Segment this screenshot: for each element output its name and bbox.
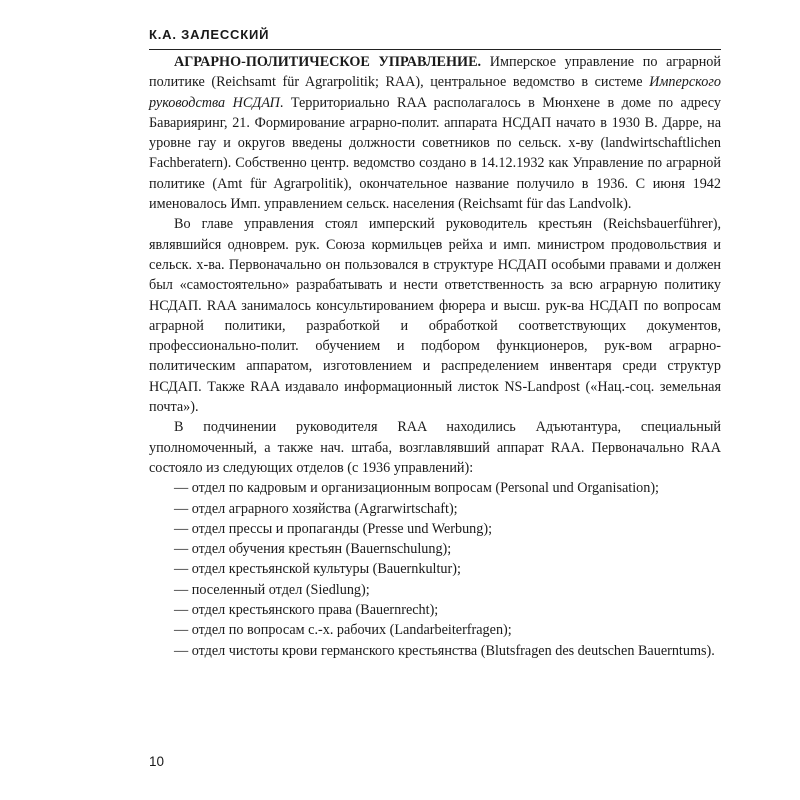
- paragraph-2: Во главе управления стоял имперский руководитель крестьян (Reichsbauerführer), являвшийся одноврем. рук. Союза кормильцев рейха и имп. министром продовольствия и сельск. х-ва. Первоначально он пользовался в структуре НСДАП особыми правами и должен был «самостоятельно» разрабатывать и нести ответственность за всю аграрную политику НСДАП. RAA занималось консультированием фюрера и высш. рук-ва НСДАП по вопросам аграрной политики, разработкой и обработкой соответствующих документов, профессионально-полит. обучением и подбором функционеров, рук-вом аграрно-политическим аппаратом, изготовлением и распределением инвентаря среди структур НСДАП. Также RAA издавало информационный листок NS-Landpost («Нац.-соц. земельная почта»).: [149, 216, 721, 416]
- list-item: — отдел обучения крестьян (Bauernschulung);: [174, 541, 452, 558]
- list-item: — отдел крестьянского права (Bauernrecht);: [174, 602, 439, 619]
- paragraph-3: В подчинении руководителя RAA находились Адъютантура, специальный уполномоченный, а также нач. штаба, возглавлявший аппарат RAA. Первоначально RAA состояло из следующих отделов (с 1936 управлений):: [149, 419, 721, 476]
- list-item: — поселенный отдел (Siedlung);: [174, 581, 370, 598]
- list-item: — отдел чистоты крови германского крестьянства (Blutsfragen des deutschen Bauerntums).: [174, 642, 715, 659]
- list-item: — отдел по вопросам с.-х. рабочих (Landarbeiterfragen);: [174, 622, 512, 639]
- list-item: — отдел крестьянской культуры (Bauernkultur);: [174, 561, 461, 578]
- list-item: — отдел по кадровым и организационным вопросам (Personal und Organisation);: [174, 480, 659, 497]
- paragraph-1-part-a: Имперское управление по аграрной политике (Reichsamt für Agrarpolitik; RAA), центральное ведомство в системе: [149, 54, 721, 91]
- entry-term: АГРАРНО-ПОЛИТИЧЕСКОЕ УПРАВЛЕНИЕ.: [174, 54, 482, 70]
- running-header: [149, 27, 721, 50]
- paragraph-1-part-b: . Территориально RAA располагалось в Мюнхене в доме по адресу Баварияринг, 21. Формирование аграрно-полит. аппарата НСДАП начато в 1930 В. Дарре, на уровне гау и округов введены должности советников по сельск. х-ву (landwirtschaftlichen Fachberatern). Собственно центр. ведомство создано в 14.12.1932 как Управление по аграрной политике (Amt für Agrarpolitik), окончательное название получило в 1936. С июня 1942 именовалось Имп. управлением сельск. населения (Reichsamt für das Landvolk).: [149, 94, 721, 213]
- list-item: — отдел прессы и пропаганды (Presse und Werbung);: [174, 520, 493, 537]
- list-item: — отдел аграрного хозяйства (Agrarwirtschaft);: [174, 500, 458, 517]
- header-author: К.А. ЗАЛЕССКИЙ: [149, 27, 270, 42]
- department-list: [149, 478, 721, 661]
- article-body: [149, 52, 721, 661]
- paragraph-1-italic: Имперского руководства НСДАП: [149, 74, 721, 111]
- page-number: 10: [149, 754, 165, 769]
- paragraph-1: [149, 52, 721, 214]
